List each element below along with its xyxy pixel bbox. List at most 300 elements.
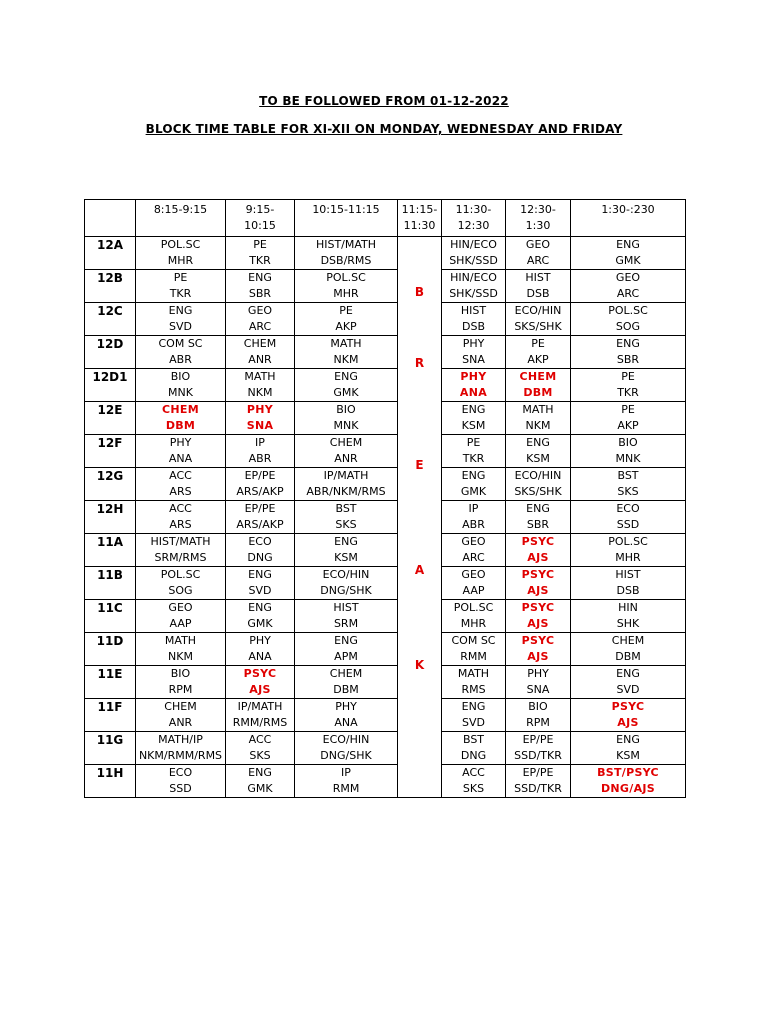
teacher-code: AAP <box>169 617 192 630</box>
subject-cell <box>136 270 226 303</box>
subject-cell <box>295 336 398 369</box>
subject-name: ECO/HIN <box>322 733 370 746</box>
subject-name: ECO/HIN <box>322 568 370 581</box>
period-label: 11:30 <box>403 219 436 232</box>
teacher-code: KSM <box>334 551 358 564</box>
subject-name: MATH <box>164 634 197 647</box>
teacher-code: MHR <box>167 254 194 267</box>
teacher-code: AKP <box>527 353 549 366</box>
teacher-code: ANA <box>248 650 272 663</box>
period-header-2 <box>295 200 398 237</box>
subject-cell <box>571 468 686 501</box>
teacher-code: GMK <box>247 617 273 630</box>
teacher-code: RMM <box>460 650 487 663</box>
subject-cell <box>506 633 571 666</box>
break-letter: A <box>414 563 425 577</box>
subject-name: PSYC <box>521 535 555 548</box>
subject-cell <box>442 435 506 468</box>
subject-cell <box>506 435 571 468</box>
subject-cell <box>506 237 571 270</box>
subject-cell <box>295 567 398 600</box>
subject-cell <box>136 534 226 567</box>
teacher-code: SSD/TKR <box>514 749 562 762</box>
timetable <box>84 199 686 798</box>
teacher-code: GMK <box>615 254 641 267</box>
teacher-code: RPM <box>168 683 193 696</box>
teacher-code: ARS/AKP <box>236 485 284 498</box>
class-label: 11G <box>85 732 136 765</box>
subject-cell <box>136 633 226 666</box>
subject-name: ENG <box>526 502 550 515</box>
subject-name: ACC <box>169 469 192 482</box>
subject-cell <box>571 270 686 303</box>
subject-cell <box>571 237 686 270</box>
teacher-code: DSB <box>462 320 485 333</box>
subject-name: PHY <box>246 403 274 416</box>
subject-name: MATH <box>330 337 362 350</box>
subject-cell <box>442 633 506 666</box>
subject-name: IP/MATH <box>323 469 369 482</box>
teacher-code: ABR <box>248 452 272 465</box>
teacher-code: NKM <box>333 353 359 366</box>
teacher-code: NKM/RMM/RMS <box>138 749 223 762</box>
subject-name: ENG <box>334 535 358 548</box>
subject-name: CHEM <box>329 436 363 449</box>
subject-name: ACC <box>248 733 272 746</box>
subject-name: BST <box>335 502 357 515</box>
teacher-code: RPM <box>526 716 550 729</box>
teacher-code: TKR <box>462 452 485 465</box>
period-header-3 <box>398 200 442 237</box>
subject-name: GEO <box>615 271 641 284</box>
document-title: TO BE FOLLOWED FROM 01-12-2022 <box>259 94 509 108</box>
teacher-code: ANR <box>168 716 193 729</box>
period-header-6 <box>571 200 686 237</box>
subject-name: CHEM <box>519 370 557 383</box>
subject-cell <box>442 237 506 270</box>
subject-cell <box>295 501 398 534</box>
table-row <box>85 435 686 468</box>
subject-name: PSYC <box>243 667 277 680</box>
teacher-code: RMS <box>461 683 486 696</box>
subject-cell <box>136 303 226 336</box>
teacher-code: KSM <box>526 452 550 465</box>
subject-cell <box>295 765 398 798</box>
subject-cell <box>136 501 226 534</box>
subject-name: HIST <box>615 568 641 581</box>
teacher-code: RMM <box>332 782 360 795</box>
teacher-code: AKP <box>335 320 357 333</box>
teacher-code: GMK <box>460 485 487 498</box>
subject-cell <box>442 270 506 303</box>
teacher-code: SBR <box>248 287 272 300</box>
teacher-code: ARS/AKP <box>236 518 284 531</box>
subject-name: HIN <box>618 601 638 614</box>
subject-cell <box>226 666 295 699</box>
subject-name: ENG <box>461 403 486 416</box>
subject-cell <box>442 600 506 633</box>
subject-name: CHEM <box>611 634 645 647</box>
subject-cell <box>506 666 571 699</box>
subject-cell <box>571 369 686 402</box>
teacher-code: DBM <box>333 683 359 696</box>
period-header-4 <box>442 200 506 237</box>
subject-name: ENG <box>248 766 272 779</box>
subject-name: IP/MATH <box>237 700 283 713</box>
subject-cell <box>295 237 398 270</box>
subject-name: GEO <box>461 535 486 548</box>
class-label: 12D <box>85 336 136 369</box>
table-row <box>85 534 686 567</box>
teacher-code: KSM <box>616 749 640 762</box>
subject-cell <box>295 435 398 468</box>
teacher-code: SSD <box>169 782 192 795</box>
teacher-code: SVD <box>169 320 192 333</box>
teacher-code: DNG/SHK <box>320 749 372 762</box>
subject-cell <box>226 732 295 765</box>
teacher-code: KSM <box>461 419 486 432</box>
subject-name: GEO <box>525 238 551 251</box>
subject-name: ENG <box>526 436 550 449</box>
table-row <box>85 501 686 534</box>
subject-name: ENG <box>461 469 486 482</box>
subject-cell <box>226 369 295 402</box>
subject-cell <box>506 732 571 765</box>
table-row <box>85 468 686 501</box>
subject-cell <box>136 336 226 369</box>
subject-name: MATH <box>457 667 490 680</box>
subject-cell <box>226 567 295 600</box>
corner-cell <box>85 200 136 237</box>
class-label: 12D1 <box>85 369 136 402</box>
subject-name: MATH <box>522 403 554 416</box>
class-label: 11B <box>85 567 136 600</box>
subject-cell <box>136 666 226 699</box>
subject-cell <box>226 600 295 633</box>
subject-name: POL.SC <box>608 304 648 317</box>
subject-cell <box>571 435 686 468</box>
subject-cell <box>226 402 295 435</box>
timetable-body <box>85 237 686 798</box>
teacher-code: ANA <box>459 386 488 399</box>
teacher-code: SKS/SHK <box>514 485 562 498</box>
subject-cell <box>136 468 226 501</box>
subject-name: POL.SC <box>453 601 494 614</box>
subject-name: PSYC <box>521 634 555 647</box>
teacher-code: ARC <box>248 320 272 333</box>
subject-cell <box>136 237 226 270</box>
subject-name: COM SC <box>451 634 496 647</box>
subject-name: POL.SC <box>160 238 201 251</box>
subject-cell <box>571 501 686 534</box>
teacher-code: NKM <box>525 419 551 432</box>
subject-cell <box>506 699 571 732</box>
subject-cell <box>571 600 686 633</box>
class-label: 11E <box>85 666 136 699</box>
subject-name: ENG <box>248 601 272 614</box>
subject-cell <box>442 336 506 369</box>
subject-name: CHEM <box>162 403 199 416</box>
subject-name: HIN/ECO <box>450 238 497 251</box>
period-label: 10:15-11:15 <box>312 203 380 216</box>
subject-cell <box>571 567 686 600</box>
teacher-code: GMK <box>247 782 273 795</box>
period-label: 1:30-:230 <box>601 203 655 216</box>
break-column <box>398 237 442 798</box>
subject-cell <box>506 765 571 798</box>
teacher-code: ANA <box>168 452 193 465</box>
table-row <box>85 633 686 666</box>
period-label: 11:30- <box>455 203 492 216</box>
subject-name: POL.SC <box>326 271 366 284</box>
subject-cell <box>506 303 571 336</box>
subject-name: GEO <box>168 601 193 614</box>
teacher-code: TKR <box>249 254 271 267</box>
subject-cell <box>295 303 398 336</box>
subject-cell <box>226 237 295 270</box>
subject-name: PHY <box>460 370 487 383</box>
subject-name: EP/PE <box>522 733 554 746</box>
teacher-code: SKS/SHK <box>514 320 562 333</box>
subject-cell <box>571 666 686 699</box>
teacher-code: AJS <box>249 683 271 696</box>
subject-name: BIO <box>170 667 191 680</box>
subject-cell <box>226 699 295 732</box>
subject-cell <box>136 765 226 798</box>
subject-cell <box>442 501 506 534</box>
teacher-code: SNA <box>462 353 485 366</box>
subject-cell <box>136 369 226 402</box>
teacher-code: DNG/AJS <box>600 782 655 795</box>
subject-name: BST <box>462 733 485 746</box>
subject-name: BIO <box>336 403 356 416</box>
teacher-code: RMM/RMS <box>232 716 288 729</box>
teacher-code: DBM <box>523 386 553 399</box>
subject-cell <box>571 336 686 369</box>
subject-cell <box>506 402 571 435</box>
subject-cell <box>295 402 398 435</box>
teacher-code: NKM <box>247 386 273 399</box>
subject-cell <box>136 600 226 633</box>
subject-name: ENG <box>461 700 486 713</box>
subject-cell <box>295 633 398 666</box>
period-label: 9:15- <box>245 203 275 216</box>
subject-name: PE <box>173 271 188 284</box>
subject-name: PSYC <box>611 700 645 713</box>
subject-name: CHEM <box>164 700 197 713</box>
period-header-5 <box>506 200 571 237</box>
subject-name: HIST <box>525 271 551 284</box>
teacher-code: SKS <box>249 749 271 762</box>
subject-name: HIST/MATH <box>315 238 377 251</box>
subject-name: HIN/ECO <box>450 271 497 284</box>
subject-name: IP <box>255 436 265 449</box>
subject-name: ENG <box>616 733 640 746</box>
subject-cell <box>226 435 295 468</box>
subject-name: BIO <box>618 436 638 449</box>
subject-cell <box>295 468 398 501</box>
break-letter: K <box>414 658 425 672</box>
subject-cell <box>442 468 506 501</box>
subject-name: PSYC <box>521 568 555 581</box>
subject-cell <box>506 534 571 567</box>
teacher-code: DNG <box>460 749 487 762</box>
table-row <box>85 303 686 336</box>
subject-name: GEO <box>461 568 486 581</box>
subject-cell <box>506 468 571 501</box>
teacher-code: SRM <box>333 617 359 630</box>
subject-name: EP/PE <box>522 766 554 779</box>
subject-cell <box>571 303 686 336</box>
teacher-code: ARC <box>526 254 550 267</box>
subject-cell <box>442 765 506 798</box>
subject-name: COM SC <box>158 337 203 350</box>
subject-cell <box>136 435 226 468</box>
table-row <box>85 600 686 633</box>
teacher-code: MNK <box>615 452 641 465</box>
subject-cell <box>226 501 295 534</box>
teacher-code: ANA <box>334 716 358 729</box>
subject-cell <box>226 468 295 501</box>
teacher-code: TKR <box>617 386 639 399</box>
subject-name: BST/PSYC <box>597 766 659 779</box>
teacher-code: AJS <box>527 617 549 630</box>
period-label: 12:30- <box>520 203 556 216</box>
teacher-code: AKP <box>617 419 639 432</box>
subject-name: ACC <box>462 766 485 779</box>
subject-name: PHY <box>527 667 549 680</box>
subject-name: ENG <box>248 568 272 581</box>
teacher-code: AJS <box>527 650 549 663</box>
document-subtitle: BLOCK TIME TABLE FOR XI-XII ON MONDAY, WEDNESDAY AND FRIDAY <box>145 122 623 136</box>
subject-name: PSYC <box>521 601 555 614</box>
subject-cell <box>295 270 398 303</box>
table-row <box>85 336 686 369</box>
subject-name: MATH/IP <box>158 733 203 746</box>
teacher-code: ARS <box>169 518 192 531</box>
teacher-code: SKS <box>462 782 485 795</box>
table-row <box>85 666 686 699</box>
subject-name: PHY <box>249 634 271 647</box>
teacher-code: APM <box>334 650 358 663</box>
subject-name: ENG <box>616 667 640 680</box>
subject-cell <box>506 270 571 303</box>
teacher-code: SHK <box>616 617 640 630</box>
teacher-code: ABR <box>462 518 485 531</box>
subject-name: POL.SC <box>160 568 201 581</box>
subject-name: BST <box>617 469 639 482</box>
table-row <box>85 369 686 402</box>
subject-name: PE <box>531 337 545 350</box>
teacher-code: SOG <box>168 584 193 597</box>
subject-name: ECO <box>248 535 272 548</box>
teacher-code: DSB/RMS <box>320 254 372 267</box>
subject-name: PE <box>621 403 635 416</box>
teacher-code: DNG/SHK <box>320 584 372 597</box>
table-row <box>85 402 686 435</box>
table-row <box>85 765 686 798</box>
teacher-code: ABR/NKM/RMS <box>306 485 386 498</box>
teacher-code: SKS <box>617 485 639 498</box>
teacher-code: SRM/RMS <box>154 551 207 564</box>
subject-cell <box>506 369 571 402</box>
table-row <box>85 732 686 765</box>
class-label: 11C <box>85 600 136 633</box>
teacher-code: DBM <box>165 419 196 432</box>
subject-cell <box>226 303 295 336</box>
subject-cell <box>506 600 571 633</box>
class-label: 11F <box>85 699 136 732</box>
class-label: 12C <box>85 303 136 336</box>
teacher-code: AJS <box>527 551 549 564</box>
subject-name: EP/PE <box>244 469 276 482</box>
subject-name: PE <box>621 370 635 383</box>
subject-cell <box>506 567 571 600</box>
subject-cell <box>571 402 686 435</box>
subject-cell <box>442 567 506 600</box>
subject-cell <box>295 534 398 567</box>
teacher-code: TKR <box>169 287 192 300</box>
table-row <box>85 237 686 270</box>
subject-name: ENG <box>616 337 640 350</box>
teacher-code: SBR <box>526 518 550 531</box>
teacher-code: ANR <box>334 452 358 465</box>
subject-cell <box>226 633 295 666</box>
subject-name: ENG <box>334 634 358 647</box>
teacher-code: SSD/TKR <box>514 782 562 795</box>
break-letter: E <box>415 458 424 472</box>
subject-cell <box>442 699 506 732</box>
subject-name: BIO <box>528 700 548 713</box>
subject-name: IP <box>468 502 479 515</box>
teacher-code: SSD <box>616 518 640 531</box>
teacher-code: ANR <box>248 353 272 366</box>
teacher-code: AJS <box>617 716 639 729</box>
subject-cell <box>226 336 295 369</box>
subject-cell <box>442 369 506 402</box>
subject-cell <box>571 633 686 666</box>
subject-name: ECO <box>616 502 640 515</box>
subject-cell <box>442 534 506 567</box>
subject-name: ENG <box>616 238 640 251</box>
teacher-code: DSB <box>526 287 550 300</box>
teacher-code: DNG <box>247 551 273 564</box>
class-label: 12H <box>85 501 136 534</box>
subject-name: PE <box>339 304 353 317</box>
break-letter: B <box>414 285 425 299</box>
subject-cell <box>136 567 226 600</box>
teacher-code: SHK/SSD <box>449 254 498 267</box>
teacher-code: DBM <box>615 650 641 663</box>
period-header-1 <box>226 200 295 237</box>
subject-cell <box>295 699 398 732</box>
teacher-code: MHR <box>460 617 487 630</box>
subject-cell <box>295 369 398 402</box>
period-label: 11:15- <box>401 203 438 216</box>
subject-cell <box>295 600 398 633</box>
subject-name: PHY <box>335 700 357 713</box>
table-row <box>85 567 686 600</box>
subject-cell <box>571 699 686 732</box>
teacher-code: ARS <box>169 485 192 498</box>
subject-cell <box>226 534 295 567</box>
subject-name: IP <box>341 766 351 779</box>
subject-name: CHEM <box>329 667 363 680</box>
table-row <box>85 699 686 732</box>
teacher-code: SOG <box>615 320 641 333</box>
subject-cell <box>506 501 571 534</box>
class-label: 12E <box>85 402 136 435</box>
